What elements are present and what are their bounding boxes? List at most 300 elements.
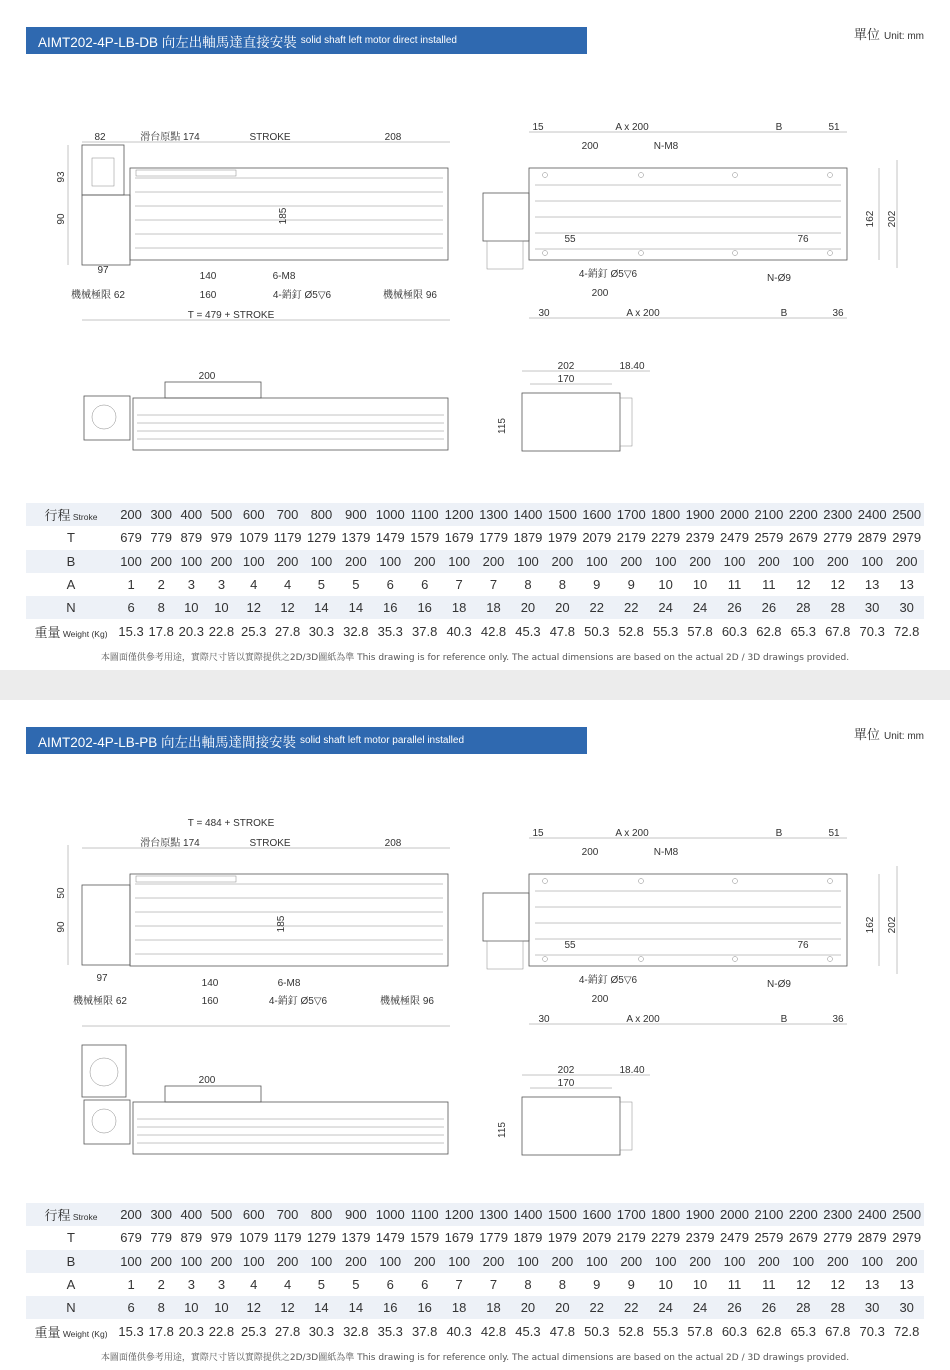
spec-cell: 200 <box>339 1250 373 1273</box>
spec-cell: 14 <box>304 596 338 619</box>
spec-cell: 10 <box>206 1296 236 1319</box>
spec-cell: 2179 <box>616 530 646 546</box>
spec-cell: 1879 <box>513 530 543 546</box>
dimension-label: N-M8 <box>653 847 679 858</box>
spec-cell: 20.3 <box>178 623 204 639</box>
spec-cell: 47.8 <box>549 623 576 639</box>
dimension-label: 202 <box>887 210 898 228</box>
spec-cell: 10 <box>206 596 236 619</box>
dimension-label: 18.40 <box>619 1065 645 1076</box>
spec-cell: 7 <box>489 577 498 593</box>
spec-cell: 40.3 <box>446 623 472 639</box>
spec-cell: 25.3 <box>241 1323 267 1339</box>
spec-cell: 20.3 <box>178 1323 204 1339</box>
spec-row <box>26 526 924 549</box>
spec-cell: 100 <box>176 1250 206 1273</box>
spec-cell: 1279 <box>306 1230 336 1246</box>
spec-cell: 20 <box>511 1296 545 1319</box>
spec-cell: 28 <box>821 1296 855 1319</box>
spec-cell: 11 <box>727 577 742 593</box>
spec-cell: 2779 <box>823 530 853 546</box>
spec-cell: 200 <box>116 1203 146 1226</box>
spec-cell: 300 <box>146 503 176 526</box>
spec-cell: 30.3 <box>308 623 335 639</box>
spec-cell: 1679 <box>444 1230 474 1246</box>
spec-cell: 200 <box>271 1250 304 1273</box>
dimension-label: B <box>775 122 783 133</box>
dimension-label: 115 <box>497 1122 508 1138</box>
row-label-en: Stroke <box>70 1212 98 1223</box>
spec-cell: 52.8 <box>618 1323 644 1339</box>
spec-cell: 14 <box>304 1296 338 1319</box>
spec-row <box>26 1273 924 1296</box>
dimension-label: B <box>780 1014 788 1025</box>
spec-cell: 6 <box>386 577 394 593</box>
dimension-label: T = 484 + STROKE <box>187 818 275 829</box>
dimension-label: 36 <box>832 308 844 319</box>
spec-cell: 13 <box>864 1277 880 1293</box>
spec-cell: 200 <box>146 550 176 573</box>
dimension-label: 185 <box>276 915 287 933</box>
spec-cell: 1900 <box>683 1203 717 1226</box>
motor-body <box>82 885 130 965</box>
dimension-label: T = 479 + STROKE <box>187 310 275 321</box>
spec-cell: 2500 <box>889 1203 924 1226</box>
bolt-hole <box>733 957 738 962</box>
spec-cell: 10 <box>176 596 206 619</box>
bolt-hole <box>543 957 548 962</box>
spec-row <box>26 1296 924 1319</box>
spec-cell: 100 <box>442 1250 476 1273</box>
spec-cell: 2879 <box>857 530 887 546</box>
spec-cell: 8 <box>146 1296 176 1319</box>
dimension-label: 97 <box>96 973 108 984</box>
spec-cell: 900 <box>339 503 373 526</box>
spec-cell: 28 <box>821 596 855 619</box>
technical-drawings <box>0 700 950 1200</box>
spec-cell: 100 <box>116 1250 146 1273</box>
spec-cell: 100 <box>442 550 476 573</box>
spec-cell: 2500 <box>889 503 924 526</box>
spec-cell: 32.8 <box>343 623 369 639</box>
spec-cell: 18 <box>442 596 476 619</box>
spec-cell: 26 <box>752 596 786 619</box>
dimension-label: 208 <box>384 132 402 143</box>
spec-cell: 62.8 <box>756 1323 782 1339</box>
spec-cell: 100 <box>855 1250 889 1273</box>
spec-cell: 1800 <box>648 503 682 526</box>
spec-cell: 200 <box>889 1250 924 1273</box>
spec-cell: 57.8 <box>687 1323 713 1339</box>
spec-cell: 2079 <box>582 530 612 546</box>
spec-row <box>26 573 924 596</box>
spec-cell: 100 <box>304 1250 338 1273</box>
spec-cell: 1400 <box>511 503 545 526</box>
spec-cell: 100 <box>237 1250 271 1273</box>
spec-cell: 12 <box>830 1277 845 1293</box>
spec-cell: 20 <box>511 596 545 619</box>
bolt-hole <box>733 173 738 178</box>
spec-cell: 200 <box>614 550 648 573</box>
unit-cn: 單位 <box>853 28 880 43</box>
spec-cell: 6 <box>116 1296 146 1319</box>
spec-cell: 2979 <box>892 530 922 546</box>
spec-cell: 1200 <box>442 1203 476 1226</box>
spec-table <box>26 503 924 643</box>
spec-cell: 1579 <box>410 1230 440 1246</box>
row-label-cn: B <box>66 1253 76 1269</box>
spec-cell: 8 <box>558 1277 566 1293</box>
technical-drawings <box>0 0 950 500</box>
spec-cell: 10 <box>658 577 673 593</box>
spec-cell: 100 <box>373 1250 407 1273</box>
unit-en: Unit: mm <box>884 731 924 742</box>
spec-cell: 14 <box>339 596 373 619</box>
disclaimer-note: 本圖面僅供參考用途，實際尺寸皆以實際提供之2D/3D圖紙為準 This drawing is for reference only. The actual dimensions are based on the actual 2D / 3D drawings provided. <box>100 1353 850 1363</box>
spec-cell: 17.8 <box>148 1323 174 1339</box>
drawing-svg <box>0 700 950 1200</box>
spec-cell: 2979 <box>892 1230 922 1246</box>
spec-row <box>26 1250 924 1273</box>
spec-cell: 1300 <box>476 503 510 526</box>
spec-cell: 70.3 <box>859 1323 885 1339</box>
unit-cn: 單位 <box>853 728 880 743</box>
spec-cell: 6 <box>421 1277 429 1293</box>
spec-row <box>26 596 924 619</box>
dimension-label: 162 <box>865 916 876 934</box>
spec-cell: 200 <box>752 550 786 573</box>
spec-cell: 879 <box>180 530 203 546</box>
spec-cell: 9 <box>593 1277 601 1293</box>
spec-cell: 1100 <box>407 503 441 526</box>
motor-shaft-circle <box>92 1109 116 1133</box>
dimension-label: 6-M8 <box>277 978 301 989</box>
spec-cell: 100 <box>717 550 751 573</box>
dimension-label: 170 <box>557 1078 575 1089</box>
spec-cell: 15.3 <box>118 623 144 639</box>
dimension-label: 200 <box>591 288 609 299</box>
spec-cell: 1 <box>127 577 135 593</box>
spec-cell: 100 <box>717 1250 751 1273</box>
row-label-cn: 重量 <box>34 1324 61 1340</box>
row-label-cn: A <box>66 577 76 593</box>
spec-cell: 2100 <box>752 1203 786 1226</box>
dimension-label: 4-銷釘 Ø5▽6 <box>272 290 332 301</box>
spec-cell: 30 <box>889 1296 924 1319</box>
spec-cell: 3 <box>187 1277 195 1293</box>
end-view-body <box>522 393 620 451</box>
spec-cell: 1679 <box>444 530 474 546</box>
dimension-label: 4-銷釘 Ø5▽6 <box>578 975 638 986</box>
spec-cell: 1300 <box>476 1203 510 1226</box>
dimension-label: 4-銷釘 Ø5▽6 <box>268 996 328 1007</box>
spec-cell: 15.3 <box>118 1323 144 1339</box>
spec-row-label <box>26 503 116 526</box>
dimension-label: 185 <box>278 207 289 225</box>
motor-body <box>82 195 130 265</box>
dimension-label: 76 <box>797 940 809 951</box>
spec-cell: 2200 <box>786 503 820 526</box>
spec-cell: 70.3 <box>859 623 885 639</box>
spec-cell: 200 <box>614 1250 648 1273</box>
spec-cell: 60.3 <box>721 1323 748 1339</box>
spec-cell: 2 <box>157 1277 165 1293</box>
spec-row-label <box>26 573 116 596</box>
spec-cell: 1479 <box>375 530 405 546</box>
spec-cell: 100 <box>855 550 889 573</box>
bolt-hole <box>733 879 738 884</box>
spec-cell: 11 <box>762 1277 776 1293</box>
dimension-label: A x 200 <box>626 1014 660 1025</box>
spec-cell: 100 <box>237 550 271 573</box>
spec-cell: 60.3 <box>721 623 748 639</box>
rail-body <box>130 874 448 966</box>
motor-end <box>84 396 130 440</box>
slide-carriage <box>165 1086 261 1102</box>
dimension-label: 55 <box>564 940 576 951</box>
spec-row-label <box>26 1226 116 1249</box>
row-label-cn: N <box>66 600 76 616</box>
spec-cell: 32.8 <box>343 1323 369 1339</box>
row-label-cn: T <box>67 530 75 546</box>
spec-cell: 35.3 <box>377 623 403 639</box>
dimension-label: 18.40 <box>619 361 645 372</box>
dimension-label: N-Ø9 <box>767 273 791 284</box>
spec-cell: 16 <box>407 1296 441 1319</box>
spec-cell: 1879 <box>513 1230 543 1246</box>
spec-cell: 979 <box>210 1230 233 1246</box>
spec-cell: 50.3 <box>584 1323 610 1339</box>
spec-cell: 47.8 <box>549 1323 576 1339</box>
spec-cell: 65.3 <box>790 623 816 639</box>
dimension-label: 200 <box>198 371 216 382</box>
dimension-label: 200 <box>581 847 599 858</box>
spec-cell: 6 <box>116 596 146 619</box>
dimension-label: 4-銷釘 Ø5▽6 <box>578 269 638 280</box>
row-label-cn: A <box>66 1277 76 1293</box>
motor-face <box>92 158 114 186</box>
spec-cell: 12 <box>830 577 845 593</box>
spec-cell: 45.3 <box>515 1323 541 1339</box>
spec-cell: 1379 <box>341 530 371 546</box>
spec-row <box>26 619 924 642</box>
spec-cell: 30 <box>855 1296 889 1319</box>
dimension-label: 140 <box>199 271 217 282</box>
motor-block <box>483 893 529 941</box>
spec-cell: 22 <box>580 596 614 619</box>
spec-cell: 1600 <box>580 503 614 526</box>
slide-block <box>136 170 236 176</box>
spec-cell: 8 <box>558 577 566 593</box>
spec-cell: 67.8 <box>825 1323 851 1339</box>
spec-cell: 2400 <box>855 503 889 526</box>
spec-cell: 37.8 <box>412 623 438 639</box>
spec-cell: 62.8 <box>756 623 782 639</box>
spec-cell: 12 <box>271 1296 304 1319</box>
spec-cell: 10 <box>658 1277 673 1293</box>
section-parallel-installed <box>0 700 950 1370</box>
spec-cell: 24 <box>648 1296 682 1319</box>
dimension-label: 202 <box>557 361 575 372</box>
spec-cell: 67.8 <box>825 623 851 639</box>
spec-cell: 2000 <box>717 1203 751 1226</box>
dimension-label: 82 <box>94 132 106 143</box>
spec-cell: 200 <box>889 550 924 573</box>
dimension-label: 機械極限 62 <box>71 290 125 301</box>
spec-cell: 200 <box>476 550 510 573</box>
spec-cell: 40.3 <box>446 1323 472 1339</box>
spec-row-label <box>26 596 116 619</box>
spec-row <box>26 1203 924 1226</box>
spec-cell: 300 <box>146 1203 176 1226</box>
dimension-label: 36 <box>832 1014 844 1025</box>
spec-cell: 200 <box>821 550 855 573</box>
spec-cell: 57.8 <box>687 623 713 639</box>
dimension-label: 50 <box>56 887 67 899</box>
spec-row-label <box>26 1250 116 1273</box>
rail-top <box>529 874 847 966</box>
spec-cell: 5 <box>317 577 326 593</box>
spec-cell: 1 <box>127 1277 135 1293</box>
spec-cell: 9 <box>593 577 601 593</box>
spec-cell: 3 <box>217 1277 226 1293</box>
bolt-hole <box>543 879 548 884</box>
spec-cell: 1479 <box>375 1230 405 1246</box>
spec-cell: 12 <box>237 1296 271 1319</box>
spec-cell: 600 <box>237 503 271 526</box>
spec-cell: 2 <box>157 577 165 593</box>
spec-cell: 2679 <box>788 530 818 546</box>
dimension-label: 90 <box>56 921 67 933</box>
motor-flange <box>82 145 124 195</box>
spec-cell: 200 <box>476 1250 510 1273</box>
spec-cell: 1079 <box>239 1230 269 1246</box>
spec-row <box>26 503 924 526</box>
spec-cell: 22.8 <box>208 623 235 639</box>
spec-cell: 30 <box>889 596 924 619</box>
section-title-en: solid shaft left motor direct installed <box>300 35 457 46</box>
dimension-label: 15 <box>532 122 544 133</box>
spec-row-label <box>26 619 116 642</box>
rail-side <box>133 398 448 450</box>
end-view-motor <box>620 1102 632 1150</box>
spec-cell: 26 <box>717 596 751 619</box>
spec-cell: 65.3 <box>790 1323 816 1339</box>
dimension-label: 90 <box>56 213 67 225</box>
bolt-hole <box>828 251 833 256</box>
spec-cell: 24 <box>683 596 717 619</box>
spec-cell: 11 <box>727 1277 742 1293</box>
spec-cell: 2100 <box>752 503 786 526</box>
spec-cell: 200 <box>206 1250 236 1273</box>
spec-cell: 16 <box>373 1296 407 1319</box>
row-label-cn: 行程 <box>44 1208 71 1224</box>
spec-cell: 1779 <box>479 530 508 546</box>
dimension-label: 93 <box>56 171 67 183</box>
dimension-label: B <box>780 308 788 319</box>
spec-cell: 7 <box>455 1277 463 1293</box>
row-label-cn: B <box>66 553 76 569</box>
spec-cell: 10 <box>692 577 708 593</box>
dimension-label: 140 <box>201 978 219 989</box>
spec-cell: 1200 <box>442 503 476 526</box>
row-label-cn: T <box>67 1230 75 1246</box>
dimension-label: 115 <box>497 418 508 434</box>
spec-cell: 979 <box>210 530 233 546</box>
spec-row-label <box>26 1319 116 1342</box>
spec-cell: 1179 <box>273 530 302 546</box>
spec-cell: 200 <box>683 1250 717 1273</box>
dimension-label: A x 200 <box>615 122 649 133</box>
dimension-label: 76 <box>797 234 809 245</box>
bolt-hole <box>543 251 548 256</box>
bolt-hole <box>733 251 738 256</box>
dimension-label: 51 <box>828 828 840 839</box>
spec-cell: 52.8 <box>618 623 644 639</box>
bolt-hole <box>639 251 644 256</box>
spec-cell: 100 <box>373 550 407 573</box>
section-title: AIMT202-4P-LB-PB 向左出軸馬達間接安裝 <box>38 734 297 750</box>
motor-tail <box>487 241 523 269</box>
dimension-label: 160 <box>199 290 217 301</box>
motor-shaft-circle <box>92 405 116 429</box>
dimension-label: 200 <box>581 141 599 152</box>
spec-cell: 1100 <box>407 1203 441 1226</box>
spec-cell: 779 <box>150 1230 173 1246</box>
spec-cell: 200 <box>545 1250 579 1273</box>
spec-cell: 9 <box>627 577 635 593</box>
dimension-label: 208 <box>384 838 402 849</box>
spec-cell: 55.3 <box>652 1323 679 1339</box>
spec-cell: 27.8 <box>274 1323 301 1339</box>
spec-cell: 18 <box>442 1296 476 1319</box>
spec-row-label <box>26 526 116 549</box>
end-view-motor <box>620 398 632 446</box>
spec-cell: 800 <box>304 1203 338 1226</box>
bolt-hole <box>828 957 833 962</box>
dimension-label: 機械極限 96 <box>380 996 434 1007</box>
spec-cell: 2379 <box>685 530 715 546</box>
spec-cell: 13 <box>864 577 880 593</box>
spec-cell: 100 <box>786 550 820 573</box>
spec-cell: 100 <box>511 550 545 573</box>
spec-cell: 1600 <box>580 1203 614 1226</box>
spec-cell: 200 <box>821 1250 855 1273</box>
spec-cell: 20 <box>545 596 579 619</box>
spec-cell: 1000 <box>373 1203 407 1226</box>
spec-cell: 2679 <box>788 1230 818 1246</box>
spec-cell: 2779 <box>823 1230 853 1246</box>
spec-cell: 1579 <box>410 530 440 546</box>
spec-cell: 200 <box>407 1250 441 1273</box>
spec-cell: 7 <box>489 1277 498 1293</box>
dimension-label: 200 <box>198 1075 216 1086</box>
disclaimer-note: 本圖面僅供參考用途，實際尺寸皆以實際提供之2D/3D圖紙為準 This drawing is for reference only. The actual dimensions are based on the actual 2D / 3D drawings provided. <box>100 653 850 663</box>
spec-cell: 5 <box>317 1277 326 1293</box>
spec-cell: 1979 <box>547 1230 577 1246</box>
spec-cell: 2579 <box>754 1230 784 1246</box>
spec-cell: 1779 <box>479 1230 508 1246</box>
spec-cell: 10 <box>692 1277 708 1293</box>
spec-cell: 17.8 <box>148 623 174 639</box>
spec-cell: 13 <box>899 1277 914 1293</box>
bolt-hole <box>639 957 644 962</box>
spec-cell: 45.3 <box>515 623 541 639</box>
spec-cell: 100 <box>786 1250 820 1273</box>
spec-cell: 18 <box>476 1296 510 1319</box>
spec-cell: 6 <box>386 1277 394 1293</box>
spec-cell: 42.8 <box>480 623 507 639</box>
